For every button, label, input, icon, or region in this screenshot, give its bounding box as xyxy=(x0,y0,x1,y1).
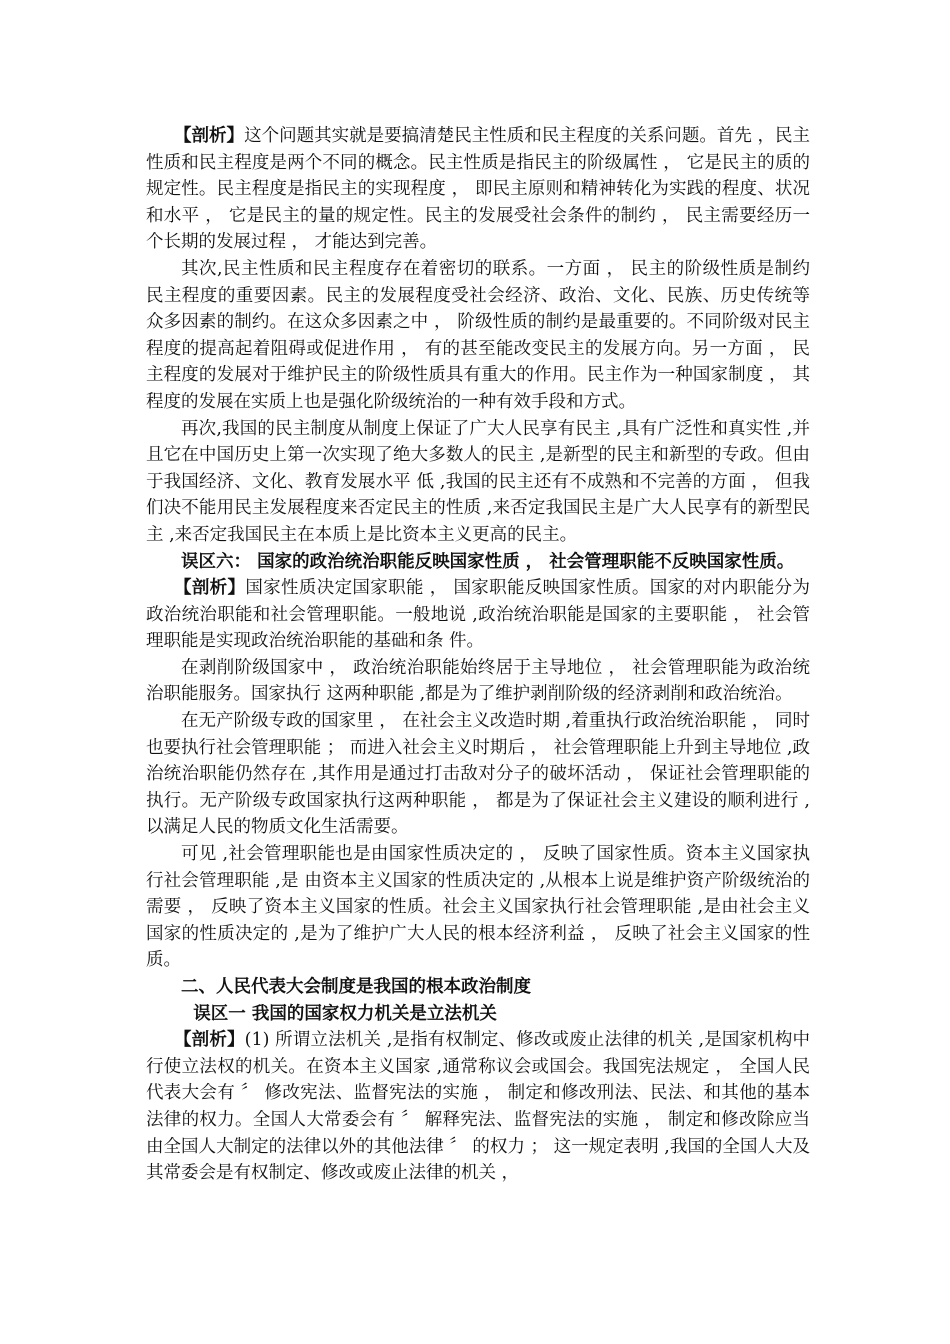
paragraph: 在剥削阶级国家中 ， 政治统治职能始终居于主导地位 ， 社会管理职能为政治统治职能服务。国家执行 这两种职能 ,都是为了维护剥削阶级的经济剥削和政治统治。 xyxy=(146,657,810,705)
analysis-paragraph xyxy=(146,575,810,655)
paragraph-text: 这个问题其实就是要搞清楚民主性质和民主程度的关系问题。首先 ，民主性质和民主程度是两个不同的概念。民主性质是指民主的阶级属性 ， 它是民主的质的规定性。民主程度是指民主的实现程度 ， 即民主原则和精神转化为实践的程度、状况和水平 ， 它是民主的量的规定性。民主的发展受社会条件的制约 ， 民主需要经历一个长期的发展过程 ， 才能达到完善。 xyxy=(146,126,811,253)
paragraph: 再次,我国的民主制度从制度上保证了广大人民享有民主 ,具有广泛性和真实性 ,并且它在中国历史上第一次实现了绝大多数人的民主 ,是新型的民主和新型的专政。但由于我国经济、文化、教育发展水平 低 ,我国的民主还有不成熟和不完善的方面 ， 但我们决不能用民主发展程度来否定民主的性质 ,来否定我国民主是广大人民享有的新型民主 ,来否定我国民主在本质上是比资本主义更高的民主。 xyxy=(146,418,810,545)
paragraph: 其次,民主性质和民主程度存在着密切的联系。一方面 ， 民主的阶级性质是制约民主程度的重要因素。民主的发展程度受社会经济、政治、文化、民族、历史传统等众多因素的制约。在这众多因素之中 ， 阶级性质的制约是最重要的。不同阶级对民主程度的提高起着阻碍或促进作用 ， 有的甚至能改变民主的发展方向。另一方面 ， 民主程度的发展对于维护民主的阶级性质具有重大的作用。民主作为一种国家制度 ， 其程度的发展在实质上也是强化阶级统治的一种有效手段和方式。 xyxy=(146,258,810,412)
analysis-tag: 【剖析】 xyxy=(174,578,246,599)
analysis-tag: 【剖析】 xyxy=(174,1030,245,1051)
paragraph-text: 国家性质决定国家职能 ， 国家职能反映国家性质。国家的对内职能分为政治统治职能和社会管理职能。一般地说 ,政治统治职能是国家的主要职能 ， 社会管理职能是实现政治统治职能的基础和条 件。 xyxy=(146,578,810,652)
section-heading: 二、人民代表大会制度是我国的根本政治制度 xyxy=(181,977,531,997)
paragraph: 可见 ,社会管理职能也是由国家性质决定的 ， 反映了国家性质。资本主义国家执行社会管理职能 ,是 由资本主义国家的性质决定的 ,从根本上说是维护资产阶级统治的需要 ， 反映了资本主义国家的性质。社会主义国家执行社会管理职能 ,是由社会主义国家的性质决定的 ,是为了维护广大人民的根本经济利益 ， 反映了社会主义国家的性质。 xyxy=(146,844,810,971)
paragraph: 在无产阶级专政的国家里 ， 在社会主义改造时期 ,着重执行政治统治职能 ， 同时也要执行社会管理职能 ； 而进入社会主义时期后 ， 社会管理职能上升到主导地位 ,政治统治职能仍然存在 ,其作用是通过打击敌对分子的破坏活动 ， 保证社会管理职能的执行。无产阶级专政国家执行这两种职能 ， 都是为了保证社会主义建设的顺利进行 ,以满足人民的物质文化生活需要。 xyxy=(146,711,810,838)
analysis-paragraph xyxy=(146,123,810,256)
analysis-paragraph xyxy=(146,1027,810,1187)
document-body xyxy=(146,123,810,1187)
analysis-tag: 【剖析】 xyxy=(174,126,245,146)
misconception-heading-one: 误区一 我国的国家权力机关是立法机关 xyxy=(193,1003,497,1024)
misconception-heading-six: 误区六： 国家的政治统治职能反映国家性质 ， 社会管理职能不反映国家性质。 xyxy=(181,551,795,572)
paragraph-text: (1) 所谓立法机关 ,是指有权制定、修改或废止法律的机关 ,是国家机构中行使立法权的机关。在资本主义国家 ,通常称议会或国会。我国宪法规定 ， 全国人民代表大会有 〞 修改宪法、监督宪法的实施 ， 制定和修改刑法、民法、和其他的基本法律的权力。全国人大常委会有 〞 解释宪法、监督宪法的实施 ， 制定和修改除应当由全国人大制定的法律以外的其他法律 〞 的权力 ； 这一规定表明 ,我国的全国人大及其常委会是有权制定、修改或废止法律的机关 ， xyxy=(146,1030,810,1184)
